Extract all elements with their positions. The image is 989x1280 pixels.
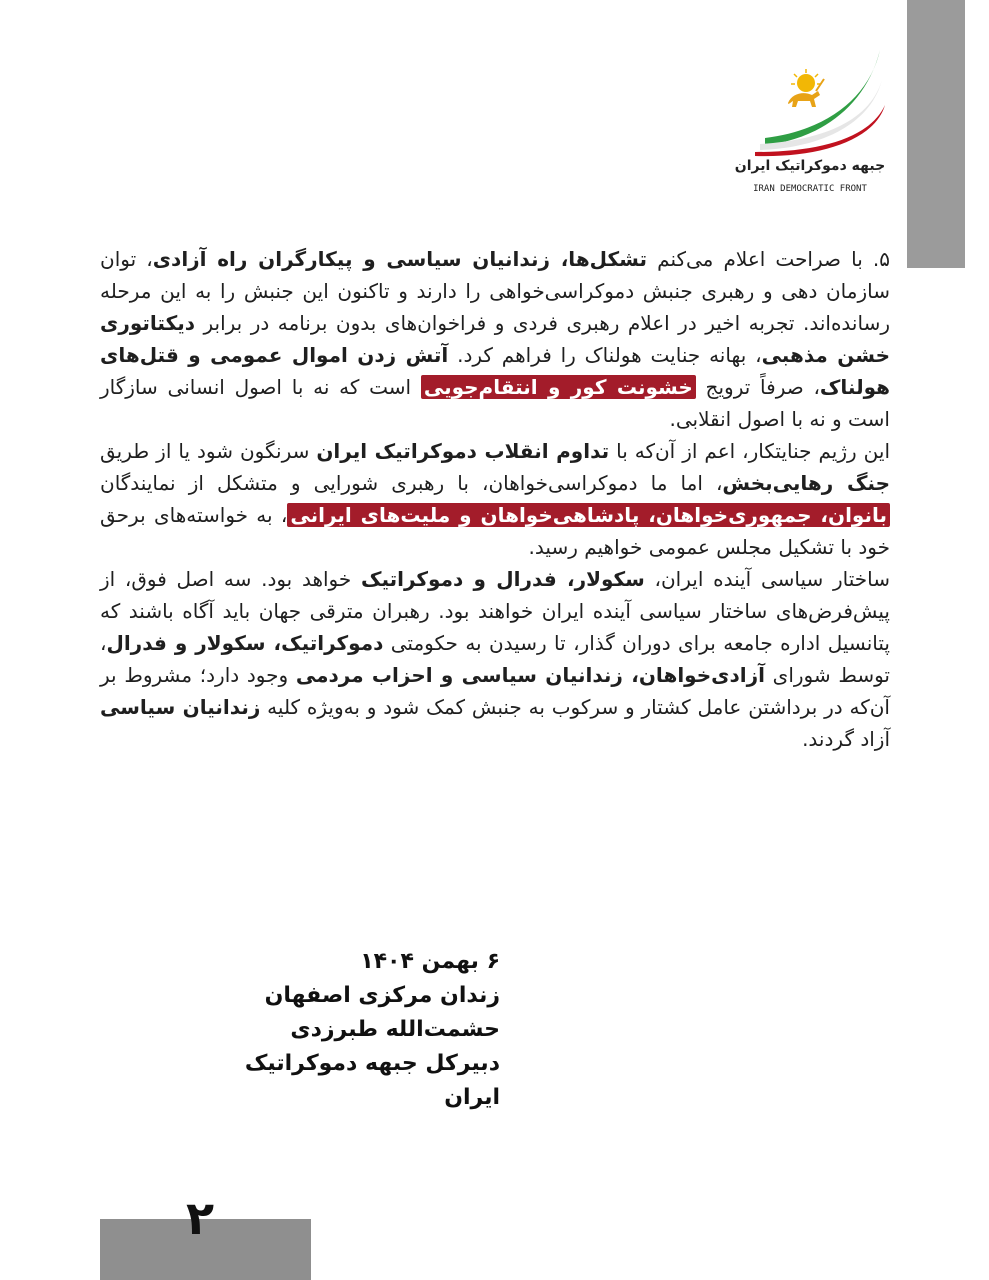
text-run: ، بهانه جنایت هولناک را فراهم کرد. [448, 343, 762, 367]
logo [720, 40, 900, 210]
text-run: ، به خواسته‌های برحق خود با تشکیل مجلس عمومی خواهیم رسید. [100, 503, 890, 559]
text-run: آزاد گردند. [802, 727, 890, 751]
signature-block [100, 945, 500, 1115]
bold-run: آتش زدن اموال عمومی و قتل‌های هولناک [100, 343, 890, 399]
bold-run: دموکراتیک، سکولار و فدرال [106, 631, 384, 655]
side-tab-decoration [907, 0, 965, 268]
bold-run: زندانیان سیاسی [100, 695, 261, 719]
text-run: وجود دارد؛ مشروط بر آن‌که در برداشتن عامل کشتار و سرکوب به جنبش کمک شود و به‌ویژه کلیه [100, 663, 890, 719]
text-run: خواهد بود. سه اصل فوق، از پیش‌فرض‌های ساختار سیاسی آینده ایران خواهند بود. رهبران مترقی جهان باید آگاه باشند که پتانسیل اداره جامعه برای دوران گذار، تا رسیدن به حکومتی [100, 567, 890, 655]
signature-name: حشمت‌الله طبرزدی [290, 1017, 500, 1042]
letter-body [100, 243, 890, 755]
text-run: ، توسط شورای [100, 631, 891, 687]
text-run: سرنگون شود یا از طریق [100, 439, 317, 463]
text-run: ، توان سازمان دهی و رهبری جنبش دموکراسی‌خواهی را دارند و تاکنون این جنبش را به این مرحله رسانده‌اند. تجربه اخیر در اعلام رهبری فردی و فراخوان‌های بدون برنامه در برابر [100, 247, 890, 335]
highlight-run: خشونت کور و انتقام‌جویی [421, 375, 696, 399]
logo-name-en: IRAN DEMOCRATIC FRONT [753, 184, 867, 194]
text-run: ۵. با صراحت اعلام می‌کنم [647, 247, 890, 271]
text-run: است که نه با اصول انسانی سازگار است و نه با اصول انقلابی. [100, 375, 890, 431]
bold-run: تداوم انقلاب دموکراتیک ایران [316, 439, 610, 463]
page-number: ۲ [185, 1191, 215, 1245]
bold-run: دیکتاتوری خشن مذهبی [100, 311, 890, 367]
text-run: ، اما ما دموکراسی‌خواهان، با رهبری شورایی و متشکل از نمایندگان [100, 471, 723, 495]
text-run: ساختار سیاسی آینده ایران، [644, 567, 890, 591]
bold-run: جنگ رهایی‌بخش [722, 471, 890, 495]
bold-run: سکولار، فدرال و دموکراتیک [360, 567, 645, 591]
paragraph-2 [100, 435, 890, 563]
lion-and-sun-icon [780, 65, 830, 115]
logo-name-fa: جبهه دموکراتیک ایران [734, 158, 886, 174]
signature-location: زندان مرکزی اصفهان [264, 983, 500, 1008]
paragraph-3 [100, 563, 890, 755]
bold-run: آزادی‌خواهان، زندانیان سیاسی و احزاب مردمی [295, 663, 765, 687]
highlight-run: بانوان، جمهوری‌خواهان، پادشاهی‌خواهان و ملیت‌های ایرانی [287, 503, 890, 527]
signature-date: ۶ بهمن ۱۴۰۴ [360, 949, 500, 974]
paragraph-1 [100, 243, 890, 435]
text-run: این رژیم جنایتکار، اعم از آن‌که با [609, 439, 890, 463]
bold-run: تشکل‌ها، زندانیان سیاسی و پیکارگران راه آزادی [152, 247, 648, 271]
text-run: ، صرفاً ترویج [695, 375, 820, 399]
signature-title: دبیرکل جبهه دموکراتیک ایران [244, 1051, 500, 1110]
